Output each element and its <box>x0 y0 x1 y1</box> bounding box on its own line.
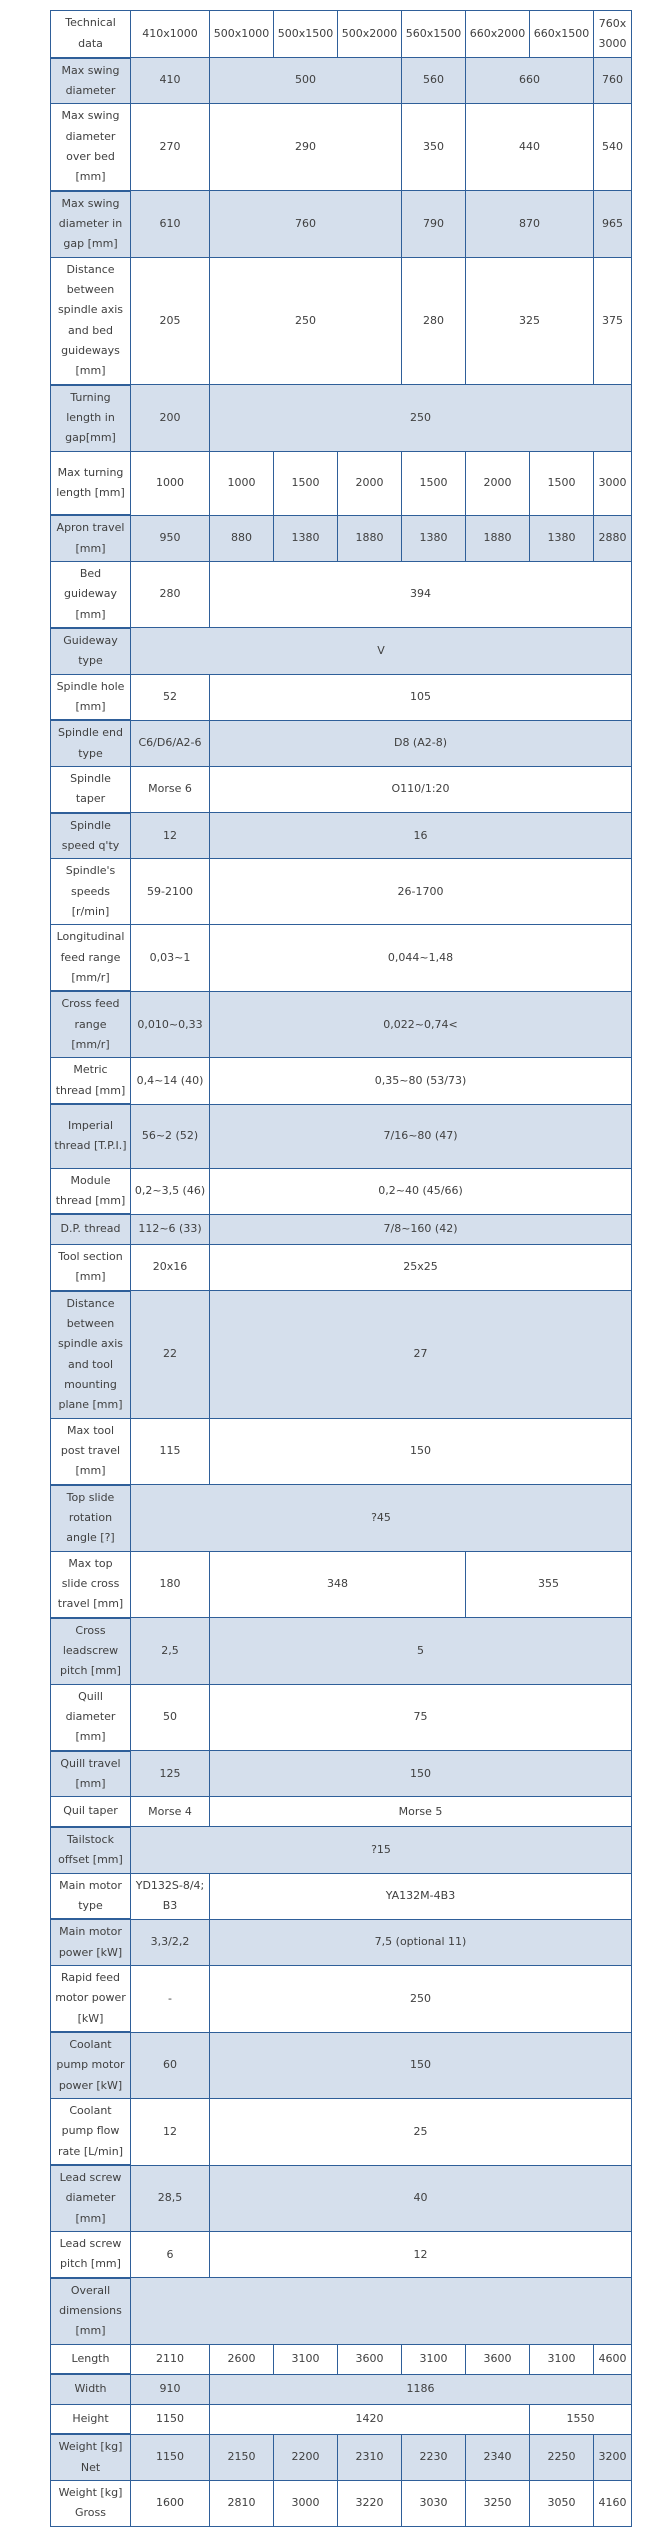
value-cell: 3600 <box>466 2344 530 2374</box>
table-row <box>51 720 632 766</box>
value-cell: 5 <box>210 1618 632 1685</box>
table-row <box>51 2374 632 2404</box>
table-row <box>51 1751 632 1797</box>
row-label-cell: Coolant pump motor power [kW] <box>51 2032 131 2099</box>
value-cell: 125 <box>131 1751 210 1797</box>
row-label-cell: Longitudinal feed range [mm/r] <box>51 925 131 992</box>
value-cell: 59-2100 <box>131 859 210 925</box>
value-cell: 16 <box>210 813 632 859</box>
value-cell: 56~2 (52) <box>131 1104 210 1168</box>
table-row <box>51 2032 632 2099</box>
value-cell: 25x25 <box>210 1244 632 1290</box>
table-row <box>51 1618 632 1685</box>
value-cell: 2600 <box>210 2344 274 2374</box>
value-cell: 60 <box>131 2032 210 2099</box>
row-label-cell: Max top slide cross travel [mm] <box>51 1551 131 1618</box>
header-cell-model: 760x3000 <box>594 11 632 58</box>
value-cell: 1880 <box>466 515 530 561</box>
row-label-cell: Distance between spindle axis and bed guideways [mm] <box>51 257 131 385</box>
value-cell: 1000 <box>131 451 210 515</box>
value-cell: 22 <box>131 1291 210 1419</box>
value-cell: 394 <box>210 561 632 628</box>
value-cell: 112~6 (33) <box>131 1214 210 1244</box>
value-cell: 250 <box>210 257 402 385</box>
value-cell: 6 <box>131 2232 210 2278</box>
value-cell: 150 <box>210 2032 632 2099</box>
value-cell: 2110 <box>131 2344 210 2374</box>
table-row <box>51 1058 632 1104</box>
value-cell: 2810 <box>210 2481 274 2527</box>
value-cell: 0,2~3,5 (46) <box>131 1168 210 1214</box>
row-label-cell: Spindle end type <box>51 720 131 766</box>
row-label-cell: Overall dimensions [mm] <box>51 2278 131 2345</box>
value-cell: 1420 <box>210 2404 530 2434</box>
value-cell: 3100 <box>274 2344 338 2374</box>
row-label-cell: Module thread [mm] <box>51 1168 131 1214</box>
value-cell: 280 <box>131 561 210 628</box>
value-cell: 26-1700 <box>210 859 632 925</box>
row-label-cell: Apron travel [mm] <box>51 515 131 561</box>
value-cell: Morse 4 <box>131 1797 210 1827</box>
value-cell: 0,2~40 (45/66) <box>210 1168 632 1214</box>
value-cell: 1380 <box>274 515 338 561</box>
value-cell: 1186 <box>210 2374 632 2404</box>
value-cell: 3250 <box>466 2481 530 2527</box>
table-row <box>51 104 632 191</box>
value-cell: O110/1:20 <box>210 766 632 812</box>
row-label-cell: D.P. thread <box>51 1214 131 1244</box>
value-cell: 2880 <box>594 515 632 561</box>
row-label-cell: Tailstock offset [mm] <box>51 1827 131 1873</box>
row-label-cell: Cross feed range [mm/r] <box>51 991 131 1058</box>
value-cell: 2000 <box>338 451 402 515</box>
table-row <box>51 1104 632 1168</box>
value-cell: 52 <box>131 674 210 720</box>
header-cell-model: 410x1000 <box>131 11 210 58</box>
row-label-cell: Imperial thread [T.P.I.] <box>51 1104 131 1168</box>
value-cell: 290 <box>210 104 402 191</box>
value-cell: 25 <box>210 2099 632 2166</box>
table-row <box>51 2344 632 2374</box>
value-cell: 660 <box>466 58 594 104</box>
value-cell: 375 <box>594 257 632 385</box>
value-cell: 760 <box>594 58 632 104</box>
value-cell: 3220 <box>338 2481 402 2527</box>
table-row <box>51 385 632 452</box>
value-cell: 115 <box>131 1418 210 1485</box>
value-cell: 4600 <box>594 2344 632 2374</box>
value-cell: 350 <box>402 104 466 191</box>
value-cell: 50 <box>131 1684 210 1751</box>
table-row <box>51 674 632 720</box>
table-row <box>51 1551 632 1618</box>
value-cell: 3200 <box>594 2434 632 2480</box>
row-label-cell: Lead screw pitch [mm] <box>51 2232 131 2278</box>
value-cell: 2000 <box>466 451 530 515</box>
value-cell: C6/D6/A2-6 <box>131 720 210 766</box>
value-cell: 0,010~0,33 <box>131 991 210 1058</box>
table-row <box>51 813 632 859</box>
value-cell: 950 <box>131 515 210 561</box>
value-cell: 2,5 <box>131 1618 210 1685</box>
header-cell-model: 500x2000 <box>338 11 402 58</box>
table-row <box>51 2278 632 2345</box>
row-label-cell: Rapid feed motor power [kW] <box>51 1965 131 2032</box>
value-cell: 560 <box>402 58 466 104</box>
value-cell: Morse 6 <box>131 766 210 812</box>
table-row <box>51 2099 632 2166</box>
value-cell: 760 <box>210 191 402 258</box>
header-cell-model: 500x1000 <box>210 11 274 58</box>
row-label-cell: Spindle hole [mm] <box>51 674 131 720</box>
value-cell: 180 <box>131 1551 210 1618</box>
table-row <box>51 1485 632 1552</box>
row-label-cell: Weight [kg] Net <box>51 2434 131 2480</box>
row-label-cell: Quil taper <box>51 1797 131 1827</box>
table-row <box>51 859 632 925</box>
value-cell: D8 (A2-8) <box>210 720 632 766</box>
row-label-cell: Cross leadscrew pitch [mm] <box>51 1618 131 1685</box>
table-row <box>51 1244 632 1290</box>
value-cell: 20x16 <box>131 1244 210 1290</box>
value-cell: 1150 <box>131 2434 210 2480</box>
value-cell: 40 <box>210 2165 632 2232</box>
value-cell: 27 <box>210 1291 632 1419</box>
value-cell: 1500 <box>274 451 338 515</box>
value-cell: 7/16~80 (47) <box>210 1104 632 1168</box>
header-cell-model: 560x1500 <box>402 11 466 58</box>
table-row <box>51 766 632 812</box>
row-label-cell: Max tool post travel [mm] <box>51 1418 131 1485</box>
value-cell: ?15 <box>131 1827 632 1873</box>
value-cell: 2340 <box>466 2434 530 2480</box>
value-cell: Morse 5 <box>210 1797 632 1827</box>
value-cell: 1550 <box>530 2404 632 2434</box>
header-cell-label: Technical data <box>51 11 131 58</box>
value-cell: YD132S-8/4; B3 <box>131 1873 210 1919</box>
row-label-cell: Coolant pump flow rate [L/min] <box>51 2099 131 2166</box>
value-cell: 2230 <box>402 2434 466 2480</box>
table-row <box>51 925 632 992</box>
value-cell: 105 <box>210 674 632 720</box>
value-cell: 3,3/2,2 <box>131 1919 210 1965</box>
value-cell: 610 <box>131 191 210 258</box>
row-label-cell: Main motor type <box>51 1873 131 1919</box>
value-cell: 1880 <box>338 515 402 561</box>
value-cell: 270 <box>131 104 210 191</box>
value-cell: 1600 <box>131 2481 210 2527</box>
value-cell: 540 <box>594 104 632 191</box>
table-row <box>51 2232 632 2278</box>
row-label-cell: Height <box>51 2404 131 2434</box>
table-row <box>51 2404 632 2434</box>
value-cell: 150 <box>210 1418 632 1485</box>
row-label-cell: Spindle speed q'ty <box>51 813 131 859</box>
table-row <box>51 451 632 515</box>
table-row <box>51 58 632 104</box>
row-label-cell: Quill diameter [mm] <box>51 1684 131 1751</box>
value-cell: 0,4~14 (40) <box>131 1058 210 1104</box>
row-label-cell: Max swing diameter over bed [mm] <box>51 104 131 191</box>
row-label-cell: Max swing diameter <box>51 58 131 104</box>
value-cell: 12 <box>131 2099 210 2166</box>
value-cell: 1500 <box>402 451 466 515</box>
row-label-cell: Max swing diameter in gap [mm] <box>51 191 131 258</box>
value-cell: 440 <box>466 104 594 191</box>
value-cell: 355 <box>466 1551 632 1618</box>
value-cell: 1380 <box>402 515 466 561</box>
value-cell: 910 <box>131 2374 210 2404</box>
value-cell: 7,5 (optional 11) <box>210 1919 632 1965</box>
table-body <box>51 11 632 2527</box>
value-cell <box>131 2278 632 2345</box>
value-cell: 790 <box>402 191 466 258</box>
table-row <box>51 2165 632 2232</box>
table-row <box>51 2434 632 2480</box>
row-label-cell: Weight [kg] Gross <box>51 2481 131 2527</box>
value-cell: 0,044~1,48 <box>210 925 632 992</box>
table-row <box>51 1873 632 1919</box>
value-cell: - <box>131 1965 210 2032</box>
table-row <box>51 1214 632 1244</box>
table-row <box>51 2481 632 2527</box>
value-cell: 2250 <box>530 2434 594 2480</box>
row-label-cell: Main motor power [kW] <box>51 1919 131 1965</box>
value-cell: 3050 <box>530 2481 594 2527</box>
row-label-cell: Tool section [mm] <box>51 1244 131 1290</box>
value-cell: 12 <box>210 2232 632 2278</box>
value-cell: 1150 <box>131 2404 210 2434</box>
value-cell: 250 <box>210 385 632 452</box>
value-cell: 0,03~1 <box>131 925 210 992</box>
value-cell: 3000 <box>594 451 632 515</box>
row-label-cell: Bed guideway [mm] <box>51 561 131 628</box>
value-cell: 0,35~80 (53/73) <box>210 1058 632 1104</box>
value-cell: 965 <box>594 191 632 258</box>
row-label-cell: Length <box>51 2344 131 2374</box>
value-cell: 250 <box>210 1965 632 2032</box>
value-cell: 75 <box>210 1684 632 1751</box>
value-cell: 870 <box>466 191 594 258</box>
table-row <box>51 1965 632 2032</box>
value-cell: 3030 <box>402 2481 466 2527</box>
value-cell: 150 <box>210 1751 632 1797</box>
value-cell: YA132M-4B3 <box>210 1873 632 1919</box>
technical-data-table <box>50 10 632 2527</box>
table-row <box>51 628 632 674</box>
table-row <box>51 991 632 1058</box>
table-header-row <box>51 11 632 58</box>
value-cell: 2310 <box>338 2434 402 2480</box>
table-row <box>51 257 632 385</box>
row-label-cell: Quill travel [mm] <box>51 1751 131 1797</box>
table-row <box>51 1919 632 1965</box>
value-cell: 1000 <box>210 451 274 515</box>
table-row <box>51 1797 632 1827</box>
row-label-cell: Lead screw diameter [mm] <box>51 2165 131 2232</box>
table-row <box>51 1418 632 1485</box>
row-label-cell: Width <box>51 2374 131 2404</box>
header-cell-model: 660x1500 <box>530 11 594 58</box>
row-label-cell: Distance between spindle axis and tool mounting plane [mm] <box>51 1291 131 1419</box>
value-cell: 280 <box>402 257 466 385</box>
row-label-cell: Spindle taper <box>51 766 131 812</box>
value-cell: 2200 <box>274 2434 338 2480</box>
header-cell-model: 500x1500 <box>274 11 338 58</box>
value-cell: 500 <box>210 58 402 104</box>
value-cell: ?45 <box>131 1485 632 1552</box>
value-cell: 410 <box>131 58 210 104</box>
row-label-cell: Guideway type <box>51 628 131 674</box>
table-row <box>51 1827 632 1873</box>
value-cell: 325 <box>466 257 594 385</box>
value-cell: 3100 <box>402 2344 466 2374</box>
header-cell-model: 660x2000 <box>466 11 530 58</box>
value-cell: 348 <box>210 1551 466 1618</box>
table-row <box>51 515 632 561</box>
row-label-cell: Turning length in gap[mm] <box>51 385 131 452</box>
value-cell: 28,5 <box>131 2165 210 2232</box>
value-cell: V <box>131 628 632 674</box>
table-row <box>51 191 632 258</box>
row-label-cell: Metric thread [mm] <box>51 1058 131 1104</box>
table-row <box>51 1168 632 1214</box>
value-cell: 200 <box>131 385 210 452</box>
value-cell: 3100 <box>530 2344 594 2374</box>
table-row <box>51 1684 632 1751</box>
row-label-cell: Spindle's speeds [r/min] <box>51 859 131 925</box>
value-cell: 4160 <box>594 2481 632 2527</box>
value-cell: 0,022~0,74< <box>210 991 632 1058</box>
value-cell: 1380 <box>530 515 594 561</box>
value-cell: 2150 <box>210 2434 274 2480</box>
row-label-cell: Max turning length [mm] <box>51 451 131 515</box>
value-cell: 1500 <box>530 451 594 515</box>
value-cell: 205 <box>131 257 210 385</box>
row-label-cell: Top slide rotation angle [?] <box>51 1485 131 1552</box>
table-row <box>51 561 632 628</box>
value-cell: 880 <box>210 515 274 561</box>
value-cell: 12 <box>131 813 210 859</box>
table-row <box>51 1291 632 1419</box>
value-cell: 3000 <box>274 2481 338 2527</box>
value-cell: 7/8~160 (42) <box>210 1214 632 1244</box>
value-cell: 3600 <box>338 2344 402 2374</box>
